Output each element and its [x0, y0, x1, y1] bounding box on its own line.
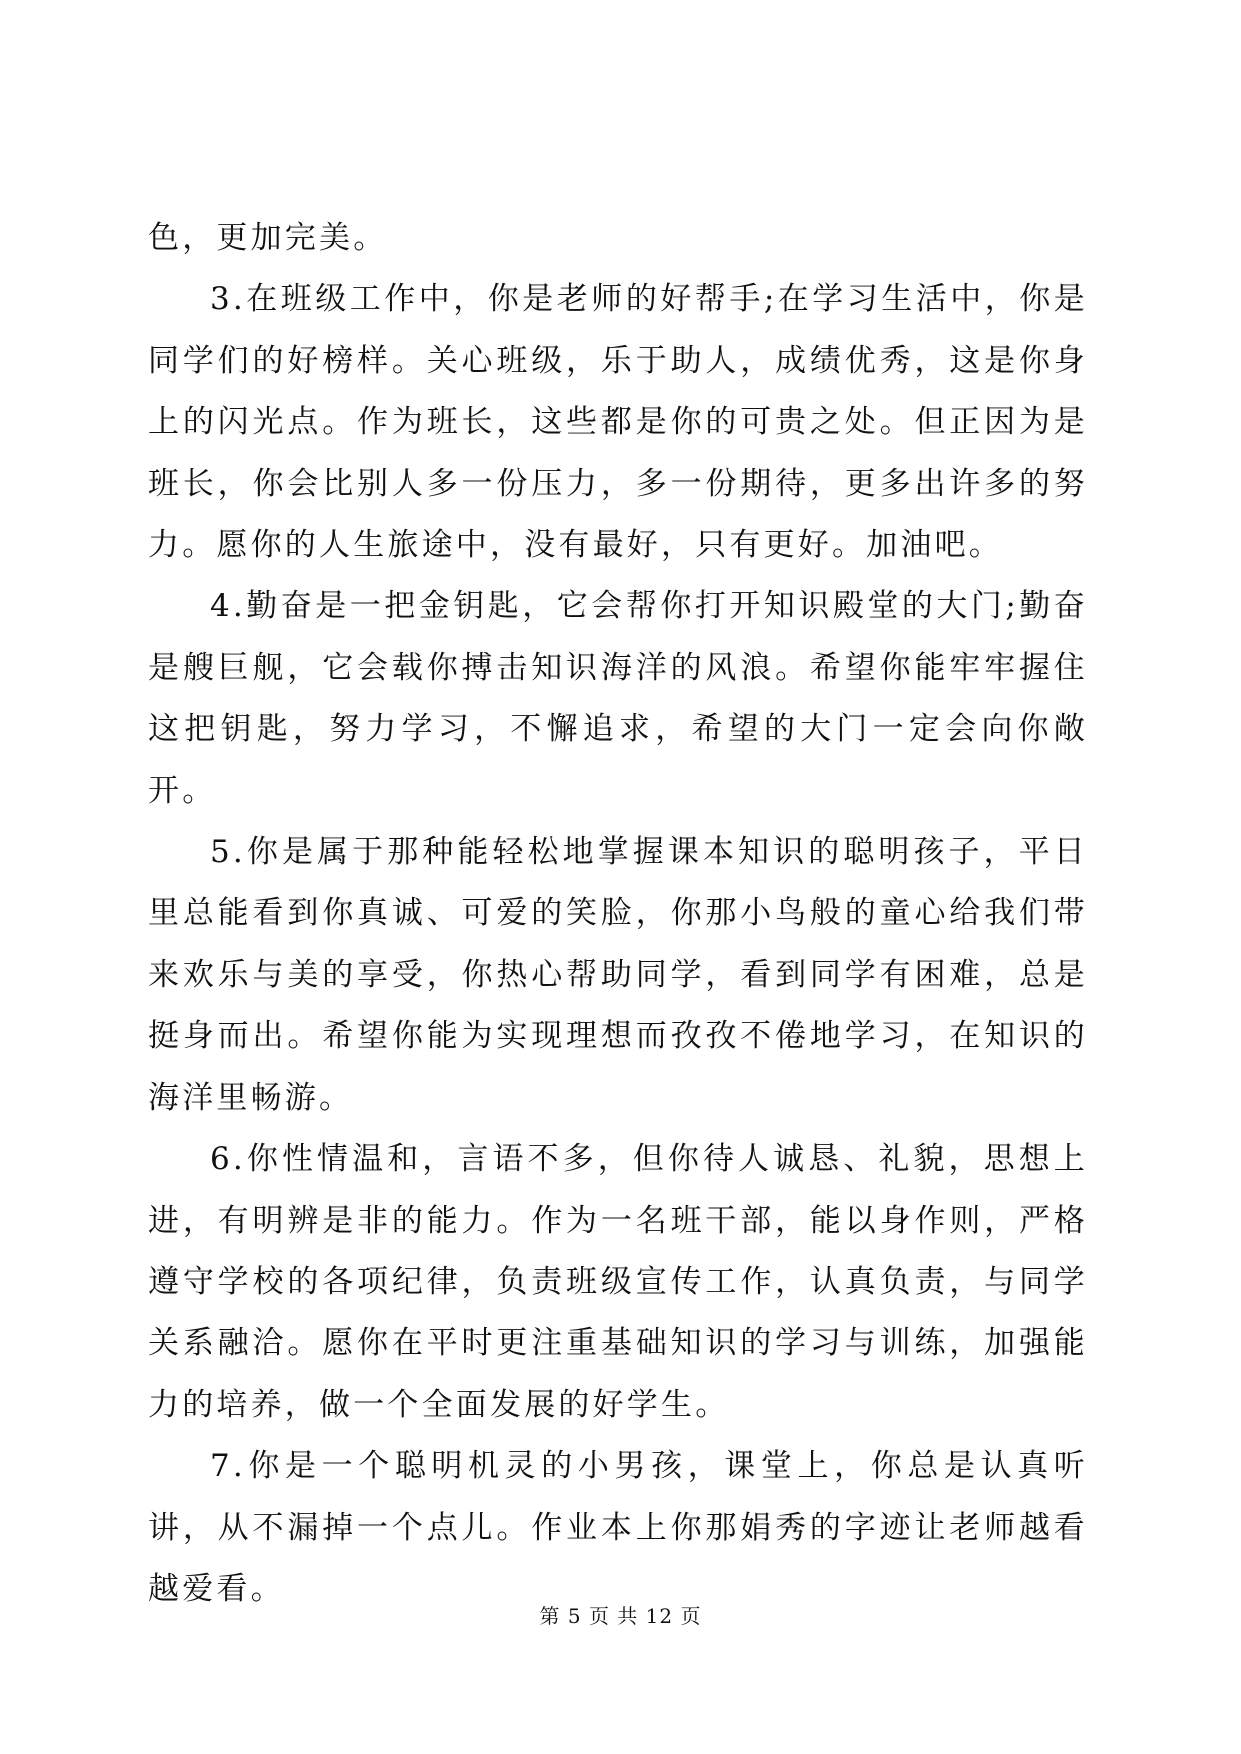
document-body — [148, 208, 1088, 1620]
paragraph-continuation: 色，更加完美。 — [148, 220, 388, 256]
paragraph-comment-3: 3.在班级工作中，你是老师的好帮手;在学习生活中，你是同学们的好榜样。关心班级，乐于助人，成绩优秀，这是你身上的闪光点。作为班长，这些都是你的可贵之处。但正因为是班长，你会比别人多一份压力，多一份期待，更多出许多的努力。愿你的人生旅途中，没有最好，只有更好。加油吧。 — [148, 281, 1088, 564]
paragraph-comment-6: 6.你性情温和，言语不多，但你待人诚恳、礼貌，思想上进，有明辨是非的能力。作为一名班干部，能以身作则，严格遵守学校的各项纪律，负责班级宣传工作，认真负责，与同学关系融洽。愿你在平时更注重基础知识的学习与训练，加强能力的培养，做一个全面发展的好学生。 — [148, 1141, 1088, 1423]
page-number-footer: 第 5 页 共 12 页 — [539, 1604, 702, 1628]
paragraph-comment-5: 5.你是属于那种能轻松地掌握课本知识的聪明孩子，平日里总能看到你真诚、可爱的笑脸，你那小鸟般的童心给我们带来欢乐与美的享受，你热心帮助同学，看到同学有困难，总是挺身而出。希望你能为实现理想而孜孜不倦地学习，在知识的海洋里畅游。 — [148, 834, 1088, 1116]
paragraph-comment-4: 4.勤奋是一把金钥匙，它会帮你打开知识殿堂的大门;勤奋是艘巨舰，它会载你搏击知识海洋的风浪。希望你能牢牢握住这把钥匙，努力学习，不懈追求，希望的大门一定会向你敞开。 — [148, 588, 1088, 809]
paragraph-comment-7: 7.你是一个聪明机灵的小男孩，课堂上，你总是认真听讲，从不漏掉一个点儿。作业本上你那娟秀的字迹让老师越看越爱看。 — [148, 1448, 1088, 1607]
